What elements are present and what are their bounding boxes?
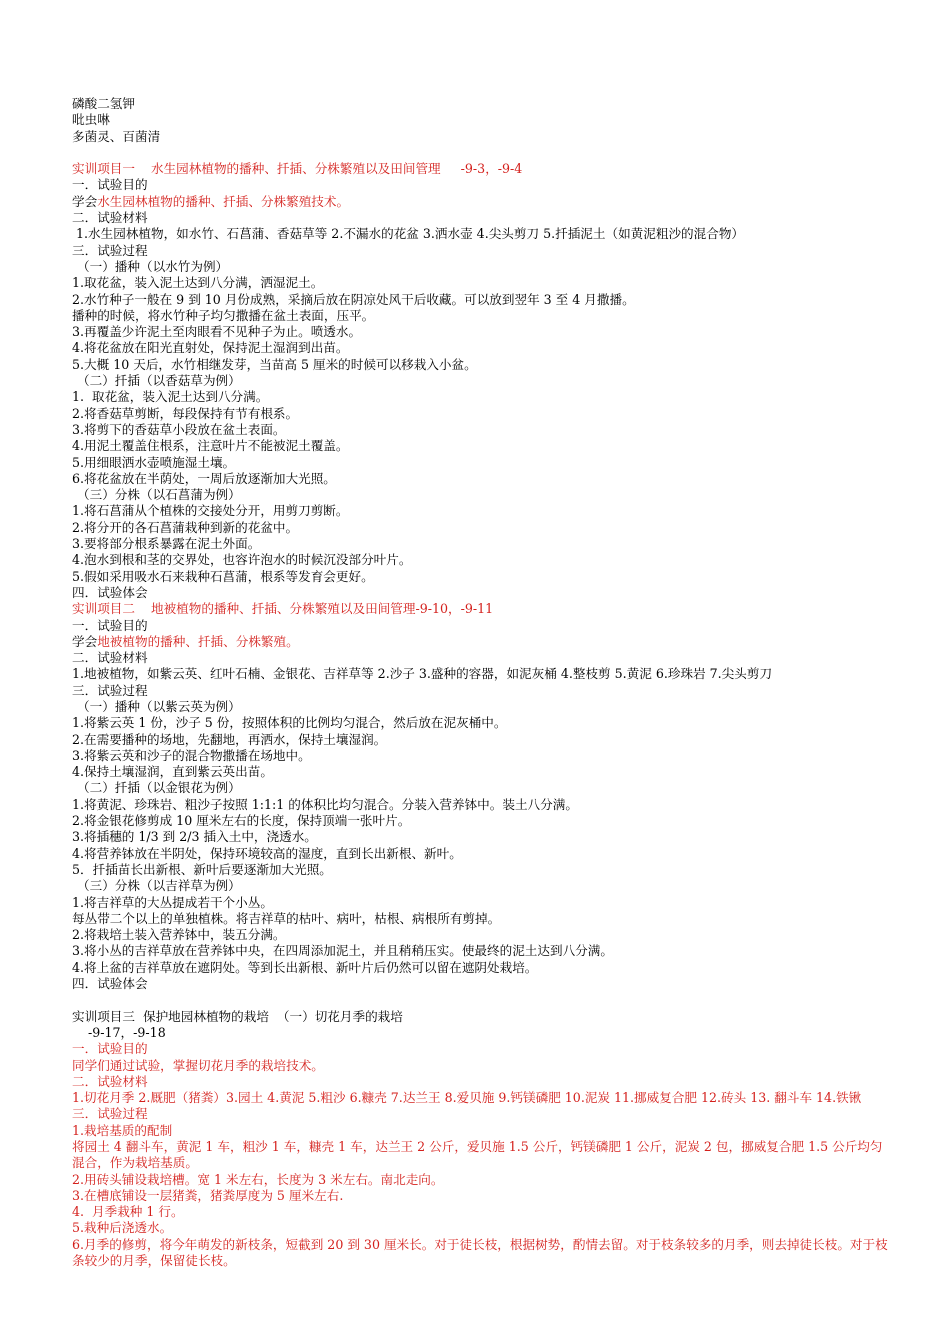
text-line: 4.泡水到根和茎的交界处，也容许泡水的时候沉没部分叶片。	[72, 552, 412, 568]
text-line: 1.将黄泥、珍珠岩、粗沙子按照 1:1:1 的体积比均匀混合。分装入营养钵中。装土八分满。	[72, 796, 578, 812]
text-line: 二．试验材料	[72, 1073, 148, 1089]
text-line: 6.月季的修剪，将今年萌发的新枝条，短截到 20 到 30 厘米长。对于徒长枝，根据树势，酌情去留。对于枝条较多的月季，则去掉徒长枝。对于枝条较少的月季，保留徒长枝。	[72, 1236, 888, 1269]
text-line: 学会地被植物的播种、扦插、分株繁殖。	[72, 633, 299, 649]
text-line: 2.水竹种子一般在 9 到 10 月份成熟，采摘后放在阴凉处风干后收藏。可以放到翌年 3 至 4 月撒播。	[72, 291, 635, 307]
text-line: 3.将紫云英和沙子的混合物撒播在场地中。	[72, 747, 311, 763]
text-line: 1.切花月季 2.厩肥（猪粪）3.园土 4.黄泥 5.粗沙 6.糠壳 7.达兰王 8.爱贝施 9.钙镁磷肥 10.泥炭 11.挪威复合肥 12.砖头 13. 翻斗车 14.铁锹	[72, 1090, 862, 1106]
text-line: 2.将香菇草剪断，每段保持有节有根系。	[72, 405, 299, 421]
text-line: 4.将营养钵放在半阴处，保持环境较高的湿度，直到长出新根、新叶。	[72, 845, 462, 861]
text-line: 2.用砖头铺设栽培槽。宽 1 米左右，长度为 3 米左右。南北走向。	[72, 1171, 444, 1187]
text-line: 4.将花盆放在阳光直射处，保持泥土湿润到出苗。	[72, 340, 349, 356]
section-heading-2: 实训项目二 地被植物的播种、扦插、分株繁殖以及田间管理-9-10，-9-11	[72, 601, 494, 617]
subsection-heading: （三）分株（以吉祥草为例）	[77, 878, 241, 894]
text-line: 吡虫啉	[72, 112, 110, 128]
text-line: 5．扦插苗长出新根、新叶后要逐渐加大光照。	[72, 861, 332, 877]
text-line: 三．试验过程	[72, 242, 148, 258]
text-line: 5.用细眼洒水壶喷施湿土壤。	[72, 454, 236, 470]
text-line: 3.将剪下的香菇草小段放在盆土表面。	[72, 421, 286, 437]
text-line: 四．试验体会	[72, 976, 148, 992]
text-line: 磷酸二氢钾	[72, 96, 135, 111]
text-line: 1.将石菖蒲从个植株的交接处分开，用剪刀剪断。	[72, 503, 349, 519]
text-line: 每丛带二个以上的单独植株。将吉祥草的枯叶、病叶，枯根、病根所有剪掉。	[72, 910, 501, 926]
text-line: 3.在槽底铺设一层猪粪，猪粪厚度为 5 厘米左右.	[72, 1187, 344, 1203]
text-line: 播种的时候，将水竹种子均匀撒播在盆土表面，压平。	[72, 307, 375, 323]
section-heading-1: 实训项目一 水生园林植物的播种、扦插、分株繁殖以及田间管理 -9-3，-9-4	[72, 161, 523, 177]
text-line: 3.要将部分根系暴露在泥土外面。	[72, 536, 261, 552]
text-line: 同学们通过试验，掌握切花月季的栽培技术。	[72, 1057, 324, 1073]
text-line: 二．试验材料	[72, 210, 148, 226]
text-line: 1.取花盆，装入泥土达到八分满，洒湿泥土。	[72, 275, 324, 291]
text-line: 一．试验目的	[72, 617, 148, 633]
text-line: 1.水生园林植物，如水竹、石菖蒲、香菇草等 2.不漏水的花盆 3.洒水壶 4.尖头剪刀 5.扦插泥土（如黄泥粗沙的混合物）	[72, 226, 745, 242]
blank-line	[72, 992, 892, 1008]
text-line: 一．试验目的	[72, 1041, 148, 1057]
section-heading-3: 实训项目三 保护地园林植物的栽培 （一）切花月季的栽培	[72, 1008, 403, 1024]
text-line: 1.将吉祥草的大丛提成若干个小丛。	[72, 894, 273, 910]
text-line: 2.在需要播种的场地，先翻地，再洒水，保持土壤湿润。	[72, 731, 387, 747]
text-line: 一．试验目的	[72, 177, 148, 193]
subsection-heading: （二）扦插（以金银花为例）	[77, 780, 241, 796]
text-line: 6.将花盆放在半荫处，一周后放逐渐加大光照。	[72, 470, 336, 486]
text-line: 4.将上盆的吉祥草放在遮阴处。等到长出新根、新叶片后仍然可以留在遮阴处栽培。	[72, 959, 538, 975]
text-line: 将园土 4 翻斗车，黄泥 1 车，粗沙 1 车，糠壳 1 车，达兰王 2 公斤，爱贝施 1.5 公斤，钙镁磷肥 1 公斤，泥炭 2 包，挪威复合肥 1.5 公斤均匀混合，作为栽培基质。	[72, 1139, 883, 1171]
text-line: 二．试验材料	[72, 650, 148, 666]
text-line: 学会水生园林植物的播种、扦插、分株繁殖技术。	[72, 193, 350, 209]
subsection-heading: （二）扦插（以香菇草为例）	[77, 373, 241, 389]
text-line: 3.将插穗的 1/3 到 2/3 插入土中，浇透水。	[72, 829, 317, 845]
text-line: 2.将分开的各石菖蒲栽种到新的花盆中。	[72, 519, 299, 535]
text-line: 4. 月季栽种 1 行。	[72, 1204, 184, 1220]
blank-line	[72, 145, 892, 161]
text-line: 4.保持土壤湿润，直到紫云英出苗。	[72, 764, 273, 780]
text-line: 2.将栽培土装入营养钵中，装五分满。	[72, 927, 286, 943]
text-line: 5.假如采用吸水石来栽种石菖蒲，根系等发育会更好。	[72, 568, 374, 584]
subsection-heading: （三）分株（以石菖蒲为例）	[77, 487, 241, 503]
text-line: 多菌灵、百菌清	[72, 128, 161, 144]
text-line: 四．试验体会	[72, 584, 148, 600]
text-line: 1.将紫云英 1 份，沙子 5 份，按照体积的比例均匀混合，然后放在泥灰桶中。	[72, 715, 507, 731]
document-body	[72, 96, 892, 1269]
text-line: 5.大概 10 天后，水竹相继发芽，当苗高 5 厘米的时候可以移栽入小盆。	[72, 356, 477, 372]
text-line: 5.栽种后浇透水。	[72, 1220, 173, 1236]
subsection-heading: （一）播种（以紫云英为例）	[77, 698, 241, 714]
text-line: 1. 取花盆，装入泥土达到八分满。	[72, 389, 269, 405]
text-line: 3.再覆盖少许泥土至肉眼看不见种子为止。喷透水。	[72, 324, 362, 340]
text-line: 三．试验过程	[72, 682, 148, 698]
text-line: 3.将小丛的吉祥草放在营养钵中央，在四周添加泥土，并且稍稍压实。使最终的泥土达到八分满。	[72, 943, 613, 959]
text-line: 2.将金银花修剪成 10 厘米左右的长度，保持顶端一张叶片。	[72, 813, 411, 829]
text-line: 三．试验过程	[72, 1106, 148, 1122]
section-dates: -9-17，-9-18	[72, 1024, 166, 1040]
text-line: 4.用泥土覆盖住根系，注意叶片不能被泥土覆盖。	[72, 438, 349, 454]
text-line: 1.栽培基质的配制	[72, 1122, 173, 1138]
subsection-heading: （一）播种（以水竹为例）	[77, 258, 229, 274]
text-line: 1.地被植物，如紫云英、红叶石楠、金银花、吉祥草等 2.沙子 3.盛种的容器，如泥灰桶 4.整枝剪 5.黄泥 6.珍珠岩 7.尖头剪刀	[72, 666, 773, 682]
